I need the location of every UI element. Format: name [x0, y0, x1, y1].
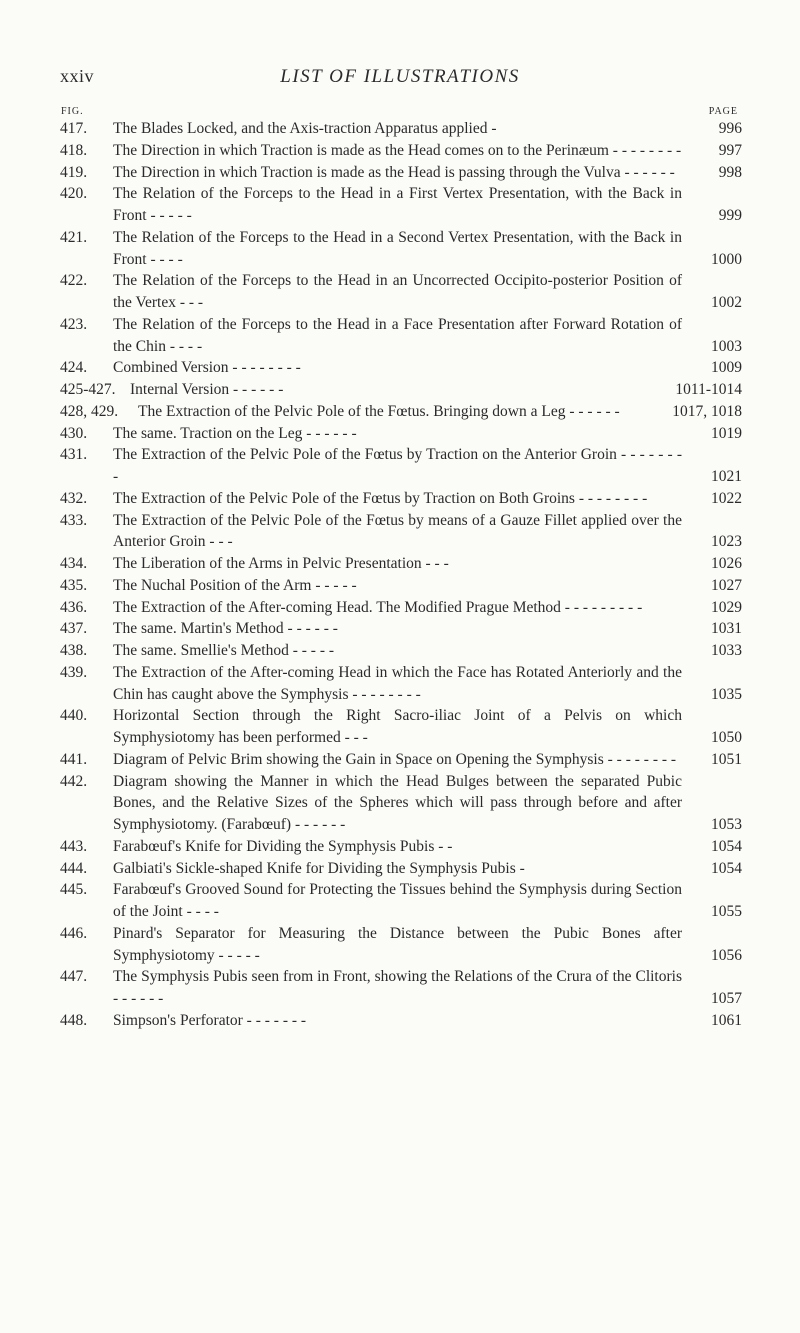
figure-number: 446. — [60, 924, 88, 942]
figure-number: 430. — [60, 424, 88, 442]
page-reference: 1033 — [711, 642, 742, 659]
figure-number: 419. — [60, 163, 88, 181]
illustration-entry — [60, 966, 742, 1010]
figure-number: 436. — [60, 598, 88, 616]
page-reference: 1061 — [711, 1011, 742, 1029]
figure-number: 424. — [60, 359, 88, 377]
figure-caption: The Liberation of the Arms in Pelvic Presentation - - - — [113, 555, 449, 572]
figure-number: 417. — [60, 120, 88, 137]
illustration-entry — [60, 749, 742, 771]
page-reference: 1021 — [711, 468, 742, 485]
page-title: LIST OF ILLUSTRATIONS — [280, 66, 520, 87]
illustration-entry — [60, 705, 742, 749]
illustration-entry — [60, 510, 742, 554]
page-reference: 998 — [718, 163, 742, 181]
illustration-entry — [60, 771, 742, 836]
page-reference: 1002 — [711, 294, 742, 311]
page-reference: 1050 — [711, 729, 742, 746]
illustration-entry — [60, 314, 742, 358]
figure-caption: Horizontal Section through the Right Sacro-iliac Joint of a Pelvis on which Symphysiotomy has been performed - - - — [113, 707, 682, 746]
fig-column-label: FIG. — [61, 106, 84, 117]
figure-number: 444. — [60, 859, 88, 877]
page-reference: 999 — [718, 207, 742, 224]
illustration-entry — [60, 597, 742, 619]
page-reference: 1057 — [711, 990, 742, 1007]
illustration-entry — [60, 640, 742, 662]
page-reference: 1000 — [711, 250, 742, 268]
figure-caption: The Direction in which Traction is made as the Head is passing through the Vulva - - - - - - — [113, 163, 675, 181]
figure-caption: The Blades Locked, and the Axis-traction Apparatus applied - — [113, 120, 497, 137]
illustration-entry — [60, 858, 742, 880]
figure-number: 433. — [60, 511, 88, 529]
figure-caption: The Relation of the Forceps to the Head in a Second Vertex Presentation, with the Back in Front - - - - — [113, 228, 682, 268]
figure-caption: Simpson's Perforator - - - - - - - — [113, 1011, 307, 1029]
figure-number: 434. — [60, 555, 88, 572]
illustration-entry — [60, 618, 742, 640]
illustration-entry — [60, 923, 742, 967]
figure-caption: Internal Version - - - - - - — [130, 381, 284, 398]
page-reference: 1055 — [711, 903, 742, 920]
illustration-entry — [60, 879, 742, 923]
figure-caption: The same. Traction on the Leg - - - - - - — [113, 424, 357, 442]
illustration-entry — [60, 379, 742, 401]
illustration-entry — [60, 575, 742, 597]
figure-number: 421. — [60, 228, 88, 246]
page-reference: 1023 — [711, 533, 742, 551]
figure-number: 443. — [60, 837, 88, 855]
figure-number: 432. — [60, 489, 88, 507]
figure-number: 438. — [60, 642, 88, 659]
illustration-entry — [60, 662, 742, 706]
page-reference: 1027 — [711, 576, 742, 594]
page-reference: 1003 — [711, 337, 742, 355]
figure-number: 423. — [60, 315, 88, 333]
figure-number: 447. — [60, 968, 88, 986]
illustration-entry — [60, 183, 742, 227]
figure-caption: The Extraction of the Pelvic Pole of the Fœtus by Traction on the Anterior Groin - - - - - - - - — [113, 446, 682, 485]
illustration-entry — [60, 140, 742, 162]
illustration-entry — [60, 423, 742, 445]
page-reference: 1026 — [711, 555, 742, 572]
figure-caption: The Symphysis Pubis seen from in Front, showing the Relations of the Crura of the Clitoris - - - - - - — [113, 968, 682, 1007]
figure-caption: The same. Martin's Method - - - - - - — [113, 620, 338, 638]
illustration-entry — [60, 118, 742, 140]
figure-number: 420. — [60, 185, 88, 203]
page-reference: 1017, 1018 — [672, 402, 742, 420]
figure-caption: The same. Smellie's Method - - - - - — [113, 642, 335, 659]
page-reference: 1031 — [711, 620, 742, 638]
illustration-entry — [60, 1010, 742, 1032]
illustration-entry — [60, 227, 742, 271]
illustration-entry — [60, 162, 742, 184]
figure-number: 439. — [60, 663, 88, 681]
page-reference: 1051 — [711, 750, 742, 768]
illustration-entry — [60, 357, 742, 379]
figure-number: 425-427. — [60, 381, 116, 398]
page-column-label: PAGE — [708, 106, 738, 117]
figure-number: 442. — [60, 772, 88, 790]
illustration-list — [60, 118, 742, 1032]
page-reference: 1022 — [711, 489, 742, 507]
figure-caption: The Extraction of the Pelvic Pole of the Fœtus by means of a Gauze Fillet applied over the Anterior Groin - - - — [113, 511, 682, 551]
figure-number: 435. — [60, 576, 88, 594]
page-reference: 1029 — [711, 598, 742, 616]
page-reference: 1056 — [711, 946, 742, 964]
page-reference: 1009 — [711, 359, 742, 377]
figure-number: 418. — [60, 141, 88, 159]
figure-number: 431. — [60, 446, 88, 464]
page-reference: 1035 — [711, 685, 742, 703]
figure-caption: The Direction in which Traction is made as the Head comes on to the Perinæum - - - - - - - - — [113, 141, 682, 159]
figure-number: 448. — [60, 1011, 88, 1029]
page-reference: 997 — [718, 141, 742, 159]
figure-number: 428, 429. — [60, 402, 119, 420]
illustration-entry — [60, 444, 742, 488]
figure-number: 437. — [60, 620, 88, 638]
page-reference: 1053 — [711, 816, 742, 833]
page-reference: 1019 — [711, 424, 742, 442]
figure-caption: The Extraction of the Pelvic Pole of the Fœtus by Traction on Both Groins - - - - - - - - — [113, 489, 648, 507]
figure-caption: Farabœuf's Knife for Dividing the Symphysis Pubis - - — [113, 837, 453, 855]
page-reference: 996 — [718, 120, 742, 137]
figure-number: 445. — [60, 881, 88, 899]
figure-caption: Galbiati's Sickle-shaped Knife for Dividing the Symphysis Pubis - — [113, 859, 525, 877]
figure-caption: The Extraction of the After-coming Head. The Modified Prague Method - - - - - - - - - — [113, 598, 643, 616]
figure-caption: Farabœuf's Grooved Sound for Protecting the Tissues behind the Symphysis during Section of the Joint - - - - — [113, 881, 682, 920]
figure-caption: The Nuchal Position of the Arm - - - - - — [113, 576, 357, 594]
illustration-entry — [60, 270, 742, 314]
illustration-entry — [60, 401, 742, 423]
illustration-entry — [60, 836, 742, 858]
figure-number: 422. — [60, 272, 88, 290]
figure-caption: The Extraction of the After-coming Head in which the Face has Rotated Anteriorly and the Chin has caught above the Symphysis - - - - - - - - — [113, 663, 682, 703]
illustration-entry — [60, 553, 742, 575]
figure-caption: The Extraction of the Pelvic Pole of the Fœtus. Bringing down a Leg - - - - - - — [138, 402, 620, 420]
figure-caption: Diagram showing the Manner in which the Head Bulges between the separated Pubic Bones, and the Relative Sizes of the Spheres which will pass through before and after Symphysiotomy. (Farabœuf) - - - - - - — [113, 772, 682, 833]
figure-number: 441. — [60, 750, 88, 768]
page-reference: 1054 — [711, 859, 742, 877]
figure-caption: The Relation of the Forceps to the Head in a Face Presentation after Forward Rotation of the Chin - - - - — [113, 315, 682, 355]
running-header — [0, 66, 800, 90]
figure-caption: Diagram of Pelvic Brim showing the Gain in Space on Opening the Symphysis - - - - - - - - — [113, 750, 677, 768]
figure-number: 440. — [60, 707, 88, 725]
figure-caption: Pinard's Separator for Measuring the Distance between the Pubic Bones after Symphysiotomy - - - - - — [113, 924, 682, 964]
page-reference: 1011-1014 — [675, 381, 742, 398]
illustration-entry — [60, 488, 742, 510]
figure-caption: The Relation of the Forceps to the Head in a First Vertex Presentation, with the Back in Front - - - - - — [113, 185, 682, 224]
figure-caption: The Relation of the Forceps to the Head in an Uncorrected Occipito-posterior Position of the Vertex - - - — [113, 272, 682, 311]
figure-caption: Combined Version - - - - - - - - — [113, 359, 301, 377]
page-reference: 1054 — [711, 837, 742, 855]
page-number: xxiv — [60, 66, 95, 86]
